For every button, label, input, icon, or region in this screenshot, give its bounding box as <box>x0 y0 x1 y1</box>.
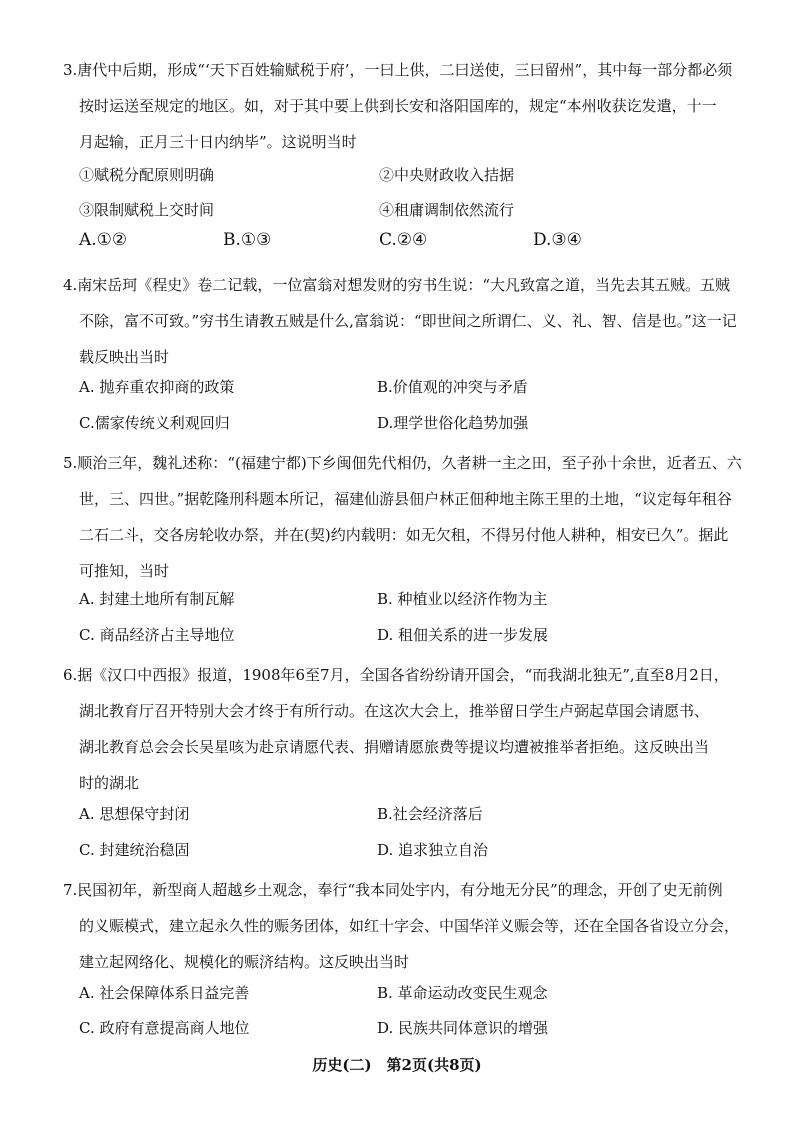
option-a: A.①② <box>79 230 128 250</box>
option-b: B.价值观的冲突与矛盾 <box>377 378 528 396</box>
option-c: C.儒家传统义利观回归 <box>79 414 230 432</box>
stem-line: 的义赈模式，建立起永久性的赈务团体，如红十字会、中国华洋义赈会等，还在全国各省设立分会， <box>79 917 740 935</box>
option-c: C. 商品经济占主导地位 <box>79 626 235 644</box>
statement-4: ④租庸调制依然流行 <box>379 201 515 219</box>
option-b: B.社会经济落后 <box>377 805 483 823</box>
stem-line: 湖北教育总会会长吴星咳为赴京请愿代表、捐赠请愿旅费等提议均遭被推举者拒绝。这反映出当 <box>79 738 710 756</box>
stem-line: 二石二斗，交各房轮收办祭，并在(契)约内载明：如无欠租，不得另付他人耕种，相安已久”。据此 <box>79 526 729 544</box>
stem-line: 6.据《汉口中西报》报道，1908年6至7月，全国各省纷纷请开国会，“而我湖北独无”,直至8月2日， <box>63 666 729 684</box>
stem-line: 时的湖北 <box>79 774 140 792</box>
stem-line: 建立起网络化、规模化的赈济结构。这反映出当时 <box>79 953 410 971</box>
question-4-stem <box>63 267 743 375</box>
question-3-stem <box>63 52 743 160</box>
option-c: C. 封建统治稳固 <box>79 841 190 859</box>
statement-3: ③限制赋税上交时间 <box>79 201 215 219</box>
option-d: D. 追求独立自治 <box>377 841 489 859</box>
option-a: A. 封建土地所有制瓦解 <box>79 590 235 608</box>
statement-2: ②中央财政收入拮据 <box>379 166 515 184</box>
stem-line: 可推知，当时 <box>79 562 170 580</box>
stem-line: 月起输，正月三十日内纳毕”。这说明当时 <box>79 133 357 151</box>
stem-line: 世，三、四世。”据乾隆刑科题本所记，福建仙游县佃户林正佃种地主陈王里的土地，“议定每年租谷 <box>79 490 732 508</box>
option-d: D. 民族共同体意识的增强 <box>377 1019 549 1037</box>
option-d: D.理学世俗化趋势加强 <box>377 414 529 432</box>
option-a: A. 抛弃重农抑商的政策 <box>79 378 235 396</box>
question-5-stem <box>63 445 743 589</box>
option-c: C.②④ <box>379 230 428 250</box>
option-d: D. 租佃关系的进一步发展 <box>377 626 549 644</box>
option-a: A. 社会保障体系日益完善 <box>79 984 250 1002</box>
stem-line: 4.南宋岳珂《程史》卷二记载，一位富翁对想发财的穷书生说：“大凡致富之道，当先去其五贼。五贼 <box>63 276 730 294</box>
option-b: B.①③ <box>223 230 272 250</box>
stem-line: 不除，富不可致。”穷书生请教五贼是什么,富翁说：“即世间之所谓仁、义、礼、智、信是也。”这一记 <box>79 312 737 330</box>
stem-line: 3.唐代中后期，形成“‘天下百姓输赋税于府’，一曰上供，二曰送使，三曰留州”，其中每一部分都必须 <box>63 61 733 79</box>
stem-line: 载反映出当时 <box>79 348 170 366</box>
stem-line: 7.民国初年，新型商人超越乡土观念，奉行“我本同处宇内，有分地无分民”的理念，开创了史无前例 <box>63 881 723 899</box>
option-b: B. 种植业以经济作物为主 <box>377 590 548 608</box>
option-d: D.③④ <box>533 230 582 250</box>
stem-line: 按时运送至规定的地区。如，对于其中要上供到长安和洛阳国库的，规定“本州收获讫发遣，十一 <box>79 97 717 115</box>
stem-line: 湖北教育厅召开特别大会才终于有所行动。在这次大会上，推举留日学生卢弼起草国会请愿书、 <box>79 702 710 720</box>
option-a: A. 思想保守封闭 <box>79 805 190 823</box>
question-6-stem <box>63 657 743 801</box>
option-b: B. 革命运动改变民生观念 <box>377 984 548 1002</box>
stem-line: 5.顺治三年，魏礼述称：“(福建宁都)下乡闽佃先代相仍，久者耕一主之田，至子孙十余世，近者五、六 <box>63 454 742 472</box>
question-7-stem <box>63 872 743 980</box>
page-footer: 历史(二) 第2页(共8页) <box>312 1056 482 1074</box>
statement-1: ①赋税分配原则明确 <box>79 166 215 184</box>
option-c: C. 政府有意提高商人地位 <box>79 1019 250 1037</box>
